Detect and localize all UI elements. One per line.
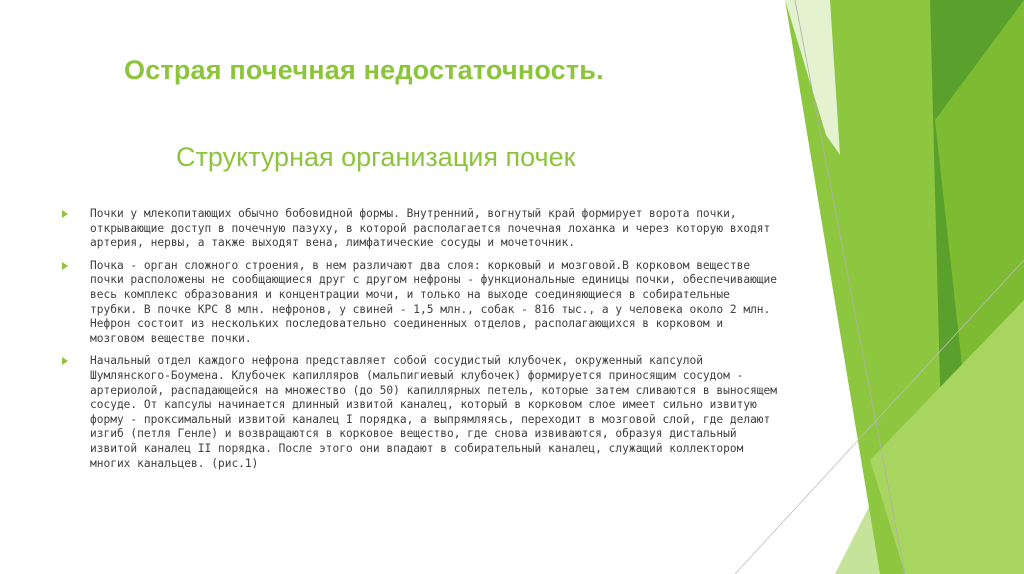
bullet-text: Начальный отдел каждого нефрона представляет собой сосудистый клубочек, окруженный капсулой Шумлянского-Боумена. Клубочек капилляров (мальпигиевый клубочек) формируется приносящим сосудом - артериолой, распадающейся на множество (до 50) капиллярных петель, которые затем сливаются в выносящем сосуде. От капсулы начинается длинный извитой каналец, который в корковом слое имеет сильно извитую форму - проксимальный извитой каналец I порядка, а выпрямляясь, переходит в мозговой слой, где делают изгиб (петля Генле) и возвращаются в корковое вещество, где снова извиваются, образуя дистальный извитой каналец II порядка. После этого они впадают в собирательный каналец, служащий коллектором многих канальцев. (рис.1) [90, 354, 778, 470]
slide-title: Острая почечная недостаточность. [124, 55, 604, 85]
triangle-bullet-icon [62, 210, 68, 218]
triangle-bullet-icon [62, 262, 68, 270]
bullet-item [62, 259, 782, 347]
bullet-list [62, 207, 782, 479]
bullet-text: Почки у млекопитающих обычно бобовидной формы. Внутренний, вогнутый край формирует ворота почки, открывающие доступ в почечную пазуху, в которой располагается почечная лоханка и через которую входят артерия, нервы, а также выходят вена, лимфатические сосуды и мочеточник. [90, 207, 771, 250]
slide-subtitle: Структурная организация почек [176, 142, 576, 172]
bullet-item [62, 207, 782, 251]
triangle-bullet-icon [62, 357, 68, 365]
bullet-text: Почка - орган сложного строения, в нем различают два слоя: корковый и мозговой.В корковом веществе почки расположены не сообщающиеся друг с другом нефроны - функциональные единицы почки, обеспечивающие весь комплекс образования и концентрации мочи, и только на выходе соединяющиеся в собирательные трубки. В почке КРС 8 млн. нефронов, у свиней - 1,5 млн., собак - 816 тыс., а у человека около 2 млн. Нефрон состоит из нескольких последовательно соединенных отделов, располагающихся в корковом и мозговом веществе почки. [90, 258, 778, 345]
bullet-item [62, 354, 782, 471]
